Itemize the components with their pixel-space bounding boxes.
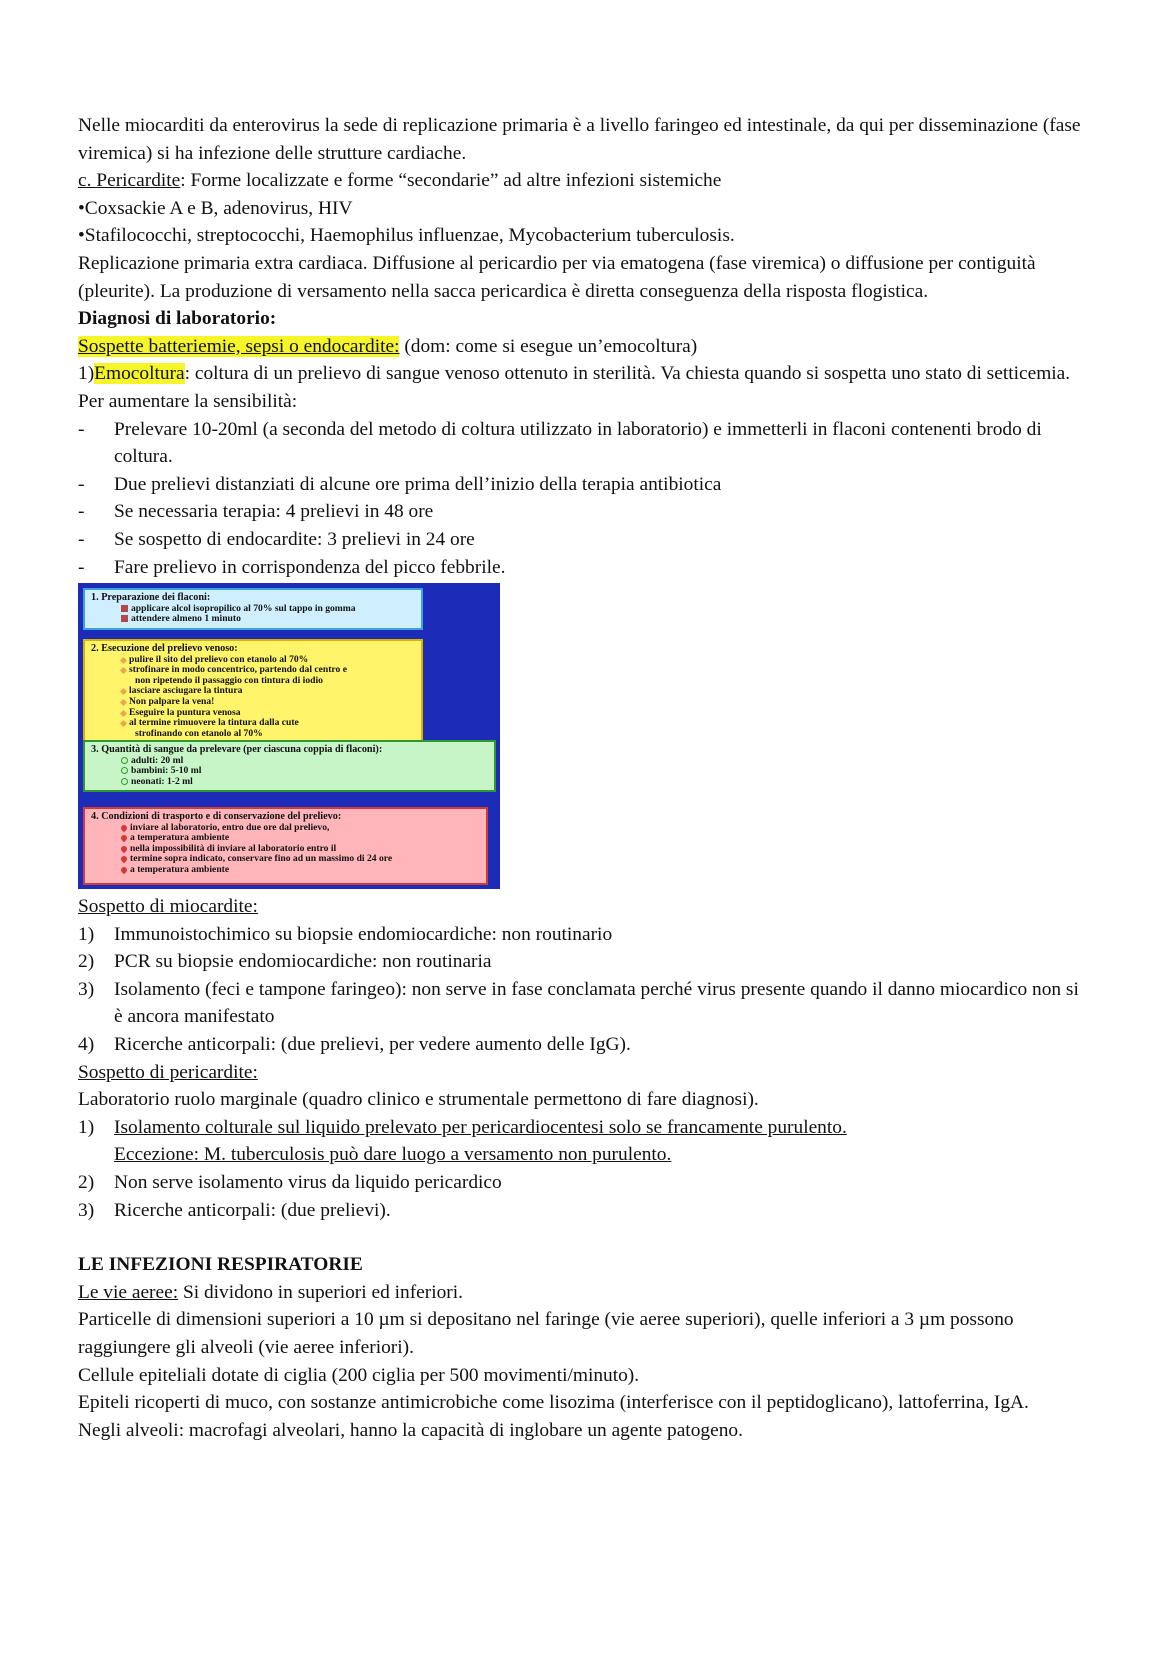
box-item [91,614,415,625]
item-number: 3) [78,978,95,1000]
circle-bullet-icon [121,767,128,774]
dash-item [78,526,1088,554]
square-bullet-icon [121,605,128,612]
miocardite-item [78,976,1088,1031]
box-item-text: attendere almeno 1 minuto [131,613,241,625]
miocardite-item [78,948,1088,976]
dash-item-text: Se sospetto di endocardite: 3 prelievi in 24 ore [114,528,475,550]
vie-aeree-line [78,1279,1088,1307]
respiratorie-line: Epiteli ricoperti di muco, con sostanze antimicrobiche come lisozima (interferisce con il peptidoglicano), lattoferrina, IgA. [78,1392,1029,1414]
pencil-bullet-icon [120,720,127,727]
pencil-bullet-icon [120,667,127,674]
bullet-bacteria: •Stafilococchi, streptococchi, Haemophilus influenzae, Mycobacterium tuberculosis. [78,225,735,247]
miocardite-item [78,921,1088,949]
pericardite-item [78,1114,1088,1169]
emocoltura-highlight: Emocoltura [94,363,185,385]
vie-aeree-text: Si dividono in superiori ed inferiori. [178,1281,464,1303]
blood-culture-infographic [78,583,500,889]
box-item-text: nella impossibilità di inviare al laboratorio entro il [130,842,337,854]
dash-item [78,471,1088,499]
box-item-text: non ripetendo il passaggio con tintura di iodio [135,674,323,686]
dash-item-text: Due prelievi distanziati di alcune ore prima dell’inizio della terapia antibiotica [114,473,722,495]
pencil-bullet-icon [120,699,127,706]
dash-marker: - [78,501,85,523]
pencil-bullet-icon [120,688,127,695]
item-text [114,1114,1088,1169]
emocoltura-paragraph [78,360,1088,415]
box-title: 2. Esecuzione del prelievo venoso: [91,643,238,655]
intro-paragraph: Nelle miocarditi da enterovirus la sede di replicazione primaria è a livello faringeo ed intestinale, da qui per disseminazione (fase viremica) si ha infezione delle strutture cardiache. [78,115,1081,164]
box-item-text: adulti: 20 ml [131,754,184,766]
square-bullet-icon [121,615,128,622]
dash-marker: - [78,528,85,550]
diagnosi-heading: Diagnosi di laboratorio: [78,308,277,330]
dash-item-text: Fare prelievo in corrispondenza del picco febbrile. [114,556,506,578]
box-item-text: termine sopra indicato, conservare fino ad un massimo di 24 ore [130,853,393,865]
emocoltura-text: : coltura di un prelievo di sangue venoso ottenuto in sterilità. Va chiesta quando si sospetta uno stato di setticemia. Per aumentare la sensibilità: [78,363,1071,412]
bullet-viruses: •Coxsackie A e B, adenovirus, HIV [78,197,353,219]
box-item-text: Eseguire la puntura venosa [129,706,241,718]
pericardite-heading: Sospetto di pericardite: [78,1061,258,1083]
pencil-bullet-icon [120,710,127,717]
box-item-text: Non palpare la vena! [129,696,215,708]
box-title: 1. Preparazione dei flaconi: [91,592,211,604]
box-item [91,777,488,788]
dash-marker: - [78,473,85,495]
respiratorie-line: Negli alveoli: macrofagi alveolari, hanno la capacità di inglobare un agente patogeno. [78,1419,743,1441]
infographic-box-venipuncture [83,639,423,743]
item-text: Ricerche anticorpali: (due prelievi). [114,1199,391,1221]
box-item [91,729,415,740]
circle-bullet-icon [121,778,128,785]
drop-bullet-icon [120,823,128,831]
box-item-text: lasciare asciugare la tintura [129,685,243,697]
item-text: Immunoistochimico su biopsie endomiocardiche: non routinario [114,923,613,945]
dash-item [78,498,1088,526]
pericardite-text: : Forme localizzate e forme “secondarie” ad altre infezioni sistemiche [180,170,722,192]
miocardite-item [78,1031,1088,1059]
item-text: PCR su biopsie endomiocardiche: non routinaria [114,951,492,973]
item-number: 1) [78,923,95,945]
item-number: 2) [78,951,95,973]
infographic-box-preparation [83,588,423,630]
box-title: 4. Condizioni di trasporto e di conservazione del prelievo: [91,811,342,823]
dash-marker: - [78,418,85,440]
suspect-note: (dom: come si esegue un’emocoltura) [399,335,698,357]
respiratorie-heading: LE INFEZIONI RESPIRATORIE [78,1254,363,1276]
pericardite-intro-text: Laboratorio ruolo marginale (quadro clinico e strumentale permettono di fare diagnosi). [78,1089,759,1111]
dash-item-text: Se necessaria terapia: 4 prelievi in 48 ore [114,501,434,523]
box-item-text: strofinando con etanolo al 70% [135,727,263,739]
box-title: 3. Quantità di sangue da prelevare (per ciascuna coppia di flaconi): [91,744,383,756]
box-item-text: al termine rimuovere la tintura dalla cute [129,717,299,729]
respiratorie-line: Cellule epiteliali dotate di ciglia (200 ciglia per 500 movimenti/minuto). [78,1364,640,1386]
pericardite-intro [78,167,1088,195]
item-text-line: Eccezione: M. tuberculosis può dare luogo a versamento non purulento. [114,1144,672,1166]
dash-item-text: Prelevare 10-20ml (a seconda del metodo di coltura utilizzato in laboratorio) e immetterli in flaconi contenenti brodo di coltura. [114,418,1042,468]
box-item-text: pulire il sito del prelievo con etanolo al 70% [129,653,309,665]
item-text: Ricerche anticorpali: (due prelievi, per vedere aumento delle IgG). [114,1034,631,1056]
item-text-line: Isolamento colturale sul liquido prelevato per pericardiocentesi solo se francamente purulento. [114,1116,847,1138]
box-item-text: a temperatura ambiente [130,864,230,876]
drop-bullet-icon [120,855,128,863]
item-number: 3) [78,1199,95,1221]
drop-bullet-icon [120,866,128,874]
box-item-text: neonati: 1-2 ml [131,775,193,787]
pencil-bullet-icon [120,657,127,664]
dash-marker: - [78,556,85,578]
item-text: Isolamento (feci e tampone faringeo): non serve in fase conclamata perché virus presente quando il danno miocardico non si è ancora manifestato [114,978,1079,1028]
suspect-highlight: Sospette batteriemie, sepsi o endocardite: [78,335,400,357]
box-item-text: a temperatura ambiente [130,832,230,844]
box-item-text: bambini: 5-10 ml [131,765,202,777]
emocoltura-prefix: 1) [78,363,95,385]
pericardite-item [78,1169,1088,1197]
pericardite-item [78,1197,1088,1225]
circle-bullet-icon [121,757,128,764]
suspect-line [78,333,1088,361]
box-item [91,865,480,876]
spacer [78,1224,1088,1251]
dash-item [78,416,1088,471]
vie-aeree-label: Le vie aeree: [78,1281,179,1303]
pericardite-label: c. Pericardite [78,170,181,192]
drop-bullet-icon [120,845,128,853]
document-page [78,112,1088,1444]
item-text: Non serve isolamento virus da liquido pericardico [114,1172,502,1194]
box-item-text: applicare alcol isopropilico al 70% sul tappo in gomma [131,602,356,614]
box-item-text: inviare al laboratorio, entro due ore dal prelievo, [130,821,330,833]
item-number: 1) [78,1116,95,1138]
replication-paragraph: Replicazione primaria extra cardiaca. Diffusione al pericardio per via ematogena (fase viremica) o diffusione per contiguità (pleurite). La produzione di versamento nella sacca pericardica è diretta conseguenza della risposta flogistica. [78,252,1036,302]
respiratorie-line: Particelle di dimensioni superiori a 10 µm si depositano nel faringe (vie aeree superiori), quelle inferiori a 3 µm possono raggiungere gli alveoli (vie aeree inferiori). [78,1309,1014,1358]
item-number: 4) [78,1034,95,1056]
infographic-box-transport [83,807,488,885]
drop-bullet-icon [120,834,128,842]
item-number: 2) [78,1172,95,1194]
box-item-text: strofinare in modo concentrico, partendo dal centro e [129,664,347,676]
miocardite-heading: Sospetto di miocardite: [78,896,258,918]
infographic-box-quantity [83,740,496,792]
dash-item [78,554,1088,582]
